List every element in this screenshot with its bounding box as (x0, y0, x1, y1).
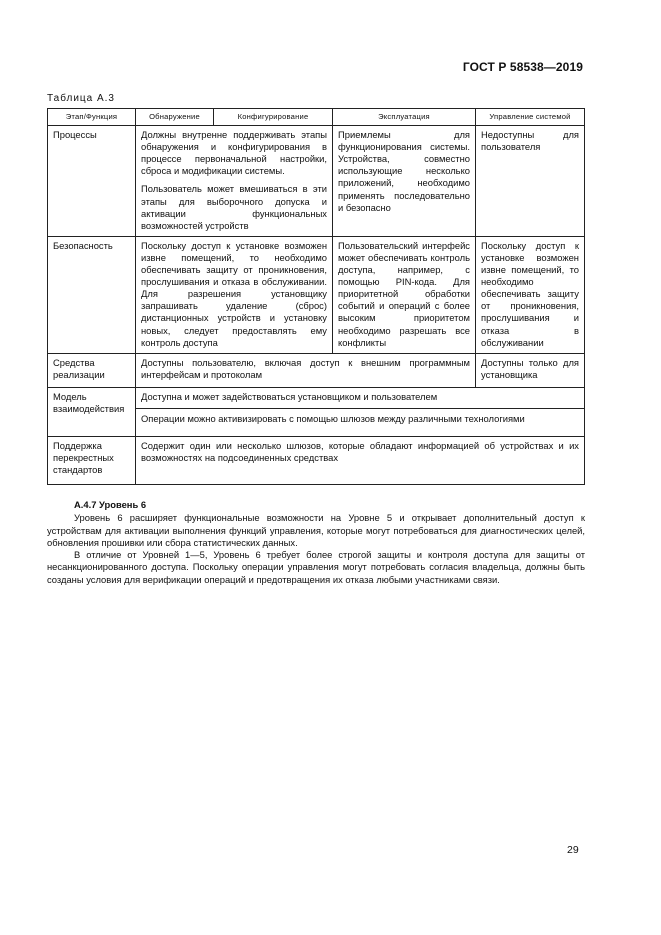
section-body (47, 499, 585, 586)
cell-tools-main: Доступны пользователю, включая доступ к внешним программным интерфейсам и протоколам (136, 353, 476, 387)
col-header-management: Управление системой (476, 109, 585, 126)
cell-security-operation: Пользовательский интерфейс может обеспечивать контроль доступа, например, с помощью PIN-кода. Для приоритетной обработки событий и операций с более высоким приоритетом необходимо разрешать все конфликты (333, 236, 476, 353)
table-row-tools (48, 353, 585, 387)
table-a3 (47, 108, 585, 485)
cell-processes-detect-config (136, 126, 333, 237)
page-number: 29 (567, 844, 579, 856)
table-row-processes (48, 126, 585, 237)
cell-tools-management: Доступны только для установщика (476, 353, 585, 387)
cell-processes-operation: Приемлемы для функционирования системы. Устройства, совместно использующие несколько приложений, необходимо применять последовательно и безопасно (333, 126, 476, 237)
row-label-processes: Процессы (48, 126, 136, 237)
cell-security-management: Поскольку доступ к установке возможен извне помещений, то необходимо обеспечивать защиту от проникновения, прослушивания и отказа в обслуживании (476, 236, 585, 353)
row-label-security: Безопасность (48, 236, 136, 353)
paragraph-2: В отличие от Уровней 1—5, Уровень 6 требует более строгой защиты и контроля доступа для защиты от несанкционированного доступа. Поскольку операции управления могут потребовать согласия владельца, должны быть созданы условия для верификации операций и предотвращения их отказа любыми участниками связи. (47, 549, 585, 585)
paragraph-1: Уровень 6 расширяет функциональные возможности на Уровне 5 и открывает дополнительный доступ к устройствам для активации выполнения функций управления, которые могут потребоваться для диагностических целей, обновления прошивки или сбора статистических данных. (47, 512, 585, 548)
row-label-standards: Поддержка перекрестных стандартов (48, 436, 136, 484)
row-label-tools: Средства реализации (48, 353, 136, 387)
col-header-detection: Обнаружение (136, 109, 214, 126)
cell-standards-main: Содержит один или несколько шлюзов, которые обладают информацией об устройствах и их возможностях на подсоединенных средствах (136, 436, 585, 484)
cell-model-line2: Операции можно активизировать с помощью шлюзов между различными технологиями (136, 408, 585, 436)
table-row-security (48, 236, 585, 353)
col-header-stage: Этап/Функция (48, 109, 136, 126)
cell-text: Пользователь может вмешиваться в эти этапы для выборочного допуска и активации функциональных возможностей устройств (141, 183, 327, 231)
cell-model-line1: Доступна и может задействоваться установщиком и пользователем (136, 387, 585, 408)
table-caption: Таблица А.3 (47, 93, 115, 104)
cell-processes-management: Недоступны для пользователя (476, 126, 585, 237)
row-label-model: Модель взаимодействия (48, 387, 136, 436)
col-header-operation: Эксплуатация (333, 109, 476, 126)
section-heading: А.4.7 Уровень 6 (74, 499, 147, 510)
cell-security-detect-config: Поскольку доступ к установке возможен извне помещений, то необходимо обеспечивать защиту от проникновения, прослушивания и отказа в обслуживании. Для разрешения установщику запрашивать удаление (сброс) дистанционных устройств и установку новых, следует предоставлять ему контроль доступа (136, 236, 333, 353)
cell-text: Должны внутренне поддерживать этапы обнаружения и конфигурирования в процессе первоначальной настройки, сброса и модификации системы. (141, 129, 327, 177)
table-row-model (48, 387, 585, 408)
table-row-standards (48, 436, 585, 484)
table-header-row (48, 109, 585, 126)
standard-header: ГОСТ Р 58538—2019 (462, 60, 583, 74)
col-header-configuration: Конфигурирование (214, 109, 333, 126)
